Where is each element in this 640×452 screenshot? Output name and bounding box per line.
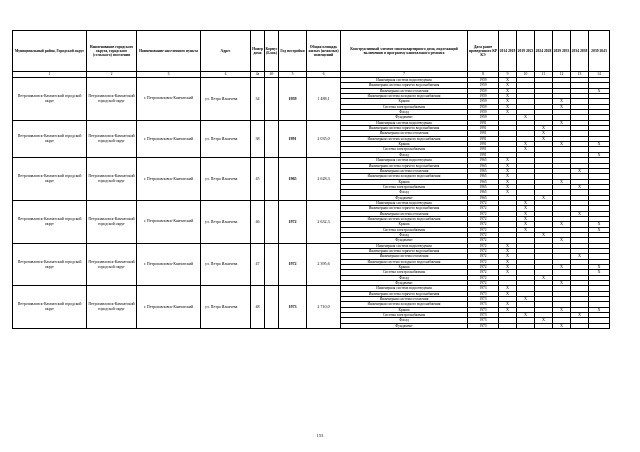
area-cell: 2 395,6	[307, 243, 341, 286]
prior-repair-date-cell: 1991	[468, 142, 499, 147]
period-mark-cell: X	[589, 227, 610, 232]
build-year-cell: 1972	[279, 243, 307, 286]
period-mark-cell: X	[499, 168, 517, 173]
element-cell: Фундамент	[341, 323, 468, 328]
prior-repair-date-cell: 1972	[468, 243, 499, 248]
build-year-cell: 1973	[279, 286, 307, 329]
header-cell: 2014 2018	[499, 31, 517, 72]
column-number-cell: 14	[589, 72, 610, 78]
period-mark-cell: X	[553, 179, 571, 184]
period-mark-cell: X	[553, 265, 571, 270]
element-cell: Система электроснабжения	[341, 104, 468, 109]
period-mark-cell: X	[499, 254, 517, 259]
period-mark-cell: X	[499, 270, 517, 275]
period-mark-cell: X	[499, 163, 517, 168]
period-mark-cell: X	[535, 275, 553, 280]
municipal-district-cell: Петропавловск-Камчатский городской округ	[13, 78, 87, 121]
period-mark-cell: X	[571, 184, 589, 189]
period-mark-cell: X	[517, 142, 535, 147]
prior-repair-date-cell: 1965	[468, 184, 499, 189]
period-mark-cell: X	[517, 147, 535, 152]
prior-repair-date-cell: 1972	[468, 206, 499, 211]
period-mark-cell: X	[535, 232, 553, 237]
prior-repair-date-cell: 1972	[468, 232, 499, 237]
address-cell: ул. Петра Ильичева	[201, 78, 251, 121]
korpus-cell	[265, 158, 279, 201]
settlement-name-cell: Петропавловск-Камчатский городской округ	[87, 158, 137, 201]
period-mark-cell: X	[589, 270, 610, 275]
element-cell: Инженерная система горячего водоснабжения	[341, 249, 468, 254]
prior-repair-date-cell: 1991	[468, 120, 499, 125]
element-cell: Инженерная система водоотведения	[341, 200, 468, 205]
column-number-cell: 7	[341, 72, 468, 78]
period-mark-cell: X	[535, 136, 553, 141]
prior-repair-date-cell: 1991	[468, 126, 499, 131]
period-mark-cell: X	[535, 318, 553, 323]
column-number-cell: 9	[499, 72, 517, 78]
prior-repair-date-cell: 1972	[468, 249, 499, 254]
prior-repair-date-cell: 1972	[468, 200, 499, 205]
column-number-cell: 13	[571, 72, 589, 78]
header-cell: Общая площадь жилых (нежилых) помещений	[307, 31, 341, 72]
header-cell: Номер дома	[251, 31, 265, 72]
prior-repair-date-cell: 1959	[468, 94, 499, 99]
header-row	[13, 31, 610, 72]
period-mark-cell: X	[517, 211, 535, 216]
prior-repair-date-cell: 1973	[468, 291, 499, 296]
period-mark-cell: X	[535, 131, 553, 136]
prior-repair-date-cell: 1959	[468, 83, 499, 88]
period-mark-cell: X	[499, 158, 517, 163]
element-cell: Система электроснабжения	[341, 313, 468, 318]
prior-repair-date-cell: 1959	[468, 88, 499, 93]
prior-repair-date-cell: 1973	[468, 313, 499, 318]
build-year-cell: 1972	[279, 200, 307, 243]
municipal-district-cell: Петропавловск-Камчатский городской округ	[13, 120, 87, 157]
period-mark-cell: X	[535, 195, 553, 200]
locality-cell: г. Петропавловск-Камчатский	[137, 78, 201, 121]
period-mark-cell: X	[499, 307, 517, 312]
element-cell: Инженерная система отопления	[341, 297, 468, 302]
column-number-cell: 1	[13, 72, 87, 78]
period-mark-cell: X	[499, 99, 517, 104]
element-cell: Крыша	[341, 307, 468, 312]
column-number-cell: 8	[468, 72, 499, 78]
period-mark-cell: X	[517, 115, 535, 120]
period-mark-cell: X	[499, 190, 517, 195]
build-year-cell: 1991	[279, 120, 307, 157]
period-mark-cell: X	[589, 142, 610, 147]
column-number-cell: 6	[307, 72, 341, 78]
period-mark-cell	[571, 323, 589, 328]
period-mark-cell: X	[499, 184, 517, 189]
period-mark-cell: X	[499, 94, 517, 99]
element-cell: Инженерная система отопления	[341, 211, 468, 216]
element-cell: Фасад	[341, 318, 468, 323]
prior-repair-date-cell: 1991	[468, 147, 499, 152]
element-cell: Инженерная система холодного водоснабжения	[341, 174, 468, 179]
element-cell: Инженерная система водоотведения	[341, 120, 468, 125]
period-mark-cell: X	[571, 254, 589, 259]
prior-repair-date-cell: 1972	[468, 211, 499, 216]
header-cell: Наименование населенного пункта	[137, 31, 201, 72]
period-mark-cell: X	[517, 222, 535, 227]
period-mark-cell: X	[517, 206, 535, 211]
korpus-cell	[265, 286, 279, 329]
prior-repair-date-cell: 1959	[468, 110, 499, 115]
period-mark-cell: X	[571, 168, 589, 173]
period-mark-cell: X	[589, 222, 610, 227]
header-cell: 2034 2038	[571, 31, 589, 72]
element-cell: Инженерная система водоотведения	[341, 78, 468, 83]
prior-repair-date-cell: 1959	[468, 78, 499, 83]
element-cell: Инженерная система водоотведения	[341, 158, 468, 163]
period-mark-cell: X	[589, 265, 610, 270]
prior-repair-date-cell: 1972	[468, 254, 499, 259]
header-cell: Год постройки	[279, 31, 307, 72]
prior-repair-date-cell: 1972	[468, 259, 499, 264]
header-cell: 2024 2028	[535, 31, 553, 72]
period-mark-cell	[589, 323, 610, 328]
element-cell: Фундамент	[341, 238, 468, 243]
element-cell: Инженерная система водоотведения	[341, 286, 468, 291]
element-cell: Фасад	[341, 152, 468, 157]
municipal-district-cell: Петропавловск-Камчатский городской округ	[13, 286, 87, 329]
settlement-name-cell: Петропавловск-Камчатский городской округ	[87, 243, 137, 286]
period-mark-cell: X	[553, 281, 571, 286]
element-cell: Крыша	[341, 179, 468, 184]
house-number-cell: 34	[251, 78, 265, 121]
locality-cell: г. Петропавловск-Камчатский	[137, 243, 201, 286]
prior-repair-date-cell: 1965	[468, 174, 499, 179]
column-number-cell: 4а	[251, 72, 265, 78]
header-cell: Адрес	[201, 31, 251, 72]
element-cell: Инженерная система холодного водоснабжения	[341, 216, 468, 221]
element-cell: Инженерная система горячего водоснабжения	[341, 206, 468, 211]
address-cell: ул. Петра Ильичева	[201, 200, 251, 243]
prior-repair-date-cell: 1972	[468, 227, 499, 232]
element-cell: Фундамент	[341, 115, 468, 120]
period-mark-cell	[517, 323, 535, 328]
column-number-cell: 5	[279, 72, 307, 78]
area-cell: 2 035,0	[307, 120, 341, 157]
period-mark-cell: X	[571, 211, 589, 216]
element-cell: Инженерная система отопления	[341, 254, 468, 259]
house-number-cell: 46	[251, 200, 265, 243]
period-mark-cell: X	[553, 238, 571, 243]
element-cell: Крыша	[341, 99, 468, 104]
header-cell: Корпус (Блок)	[265, 31, 279, 72]
prior-repair-date-cell: 1973	[468, 302, 499, 307]
page-number: 153	[316, 433, 324, 438]
house-number-cell: 38	[251, 120, 265, 157]
table-header	[13, 31, 610, 78]
header-cell: Дата ранее проведенного КР КЭ	[468, 31, 499, 72]
prior-repair-date-cell: 1965	[468, 190, 499, 195]
element-cell: Крыша	[341, 142, 468, 147]
municipal-district-cell: Петропавловск-Камчатский городской округ	[13, 243, 87, 286]
prior-repair-date-cell: 1959	[468, 99, 499, 104]
settlement-name-cell: Петропавловск-Камчатский городской округ	[87, 286, 137, 329]
element-cell: Крыша	[341, 222, 468, 227]
prior-repair-date-cell: 1965	[468, 179, 499, 184]
period-mark-cell: X	[499, 110, 517, 115]
municipal-district-cell: Петропавловск-Камчатский городской округ	[13, 158, 87, 201]
period-mark-cell: X	[499, 265, 517, 270]
prior-repair-date-cell: 1991	[468, 136, 499, 141]
period-mark-cell: X	[517, 200, 535, 205]
column-number-cell: 4	[201, 72, 251, 78]
element-cell: Крыша	[341, 265, 468, 270]
element-cell: Фасад	[341, 110, 468, 115]
prior-repair-date-cell: 1965	[468, 158, 499, 163]
element-cell: Фундамент	[341, 195, 468, 200]
element-cell: Инженерная система холодного водоснабжения	[341, 94, 468, 99]
locality-cell: г. Петропавловск-Камчатский	[137, 286, 201, 329]
period-mark-cell: X	[499, 78, 517, 83]
prior-repair-date-cell: 1991	[468, 152, 499, 157]
period-mark-cell: X	[553, 104, 571, 109]
settlement-name-cell: Петропавловск-Камчатский городской округ	[87, 120, 137, 157]
build-year-cell: 1959	[279, 78, 307, 121]
header-cell: 2029 2033	[553, 31, 571, 72]
header-cell: Наименование городского округа, городского (сельского) поселения	[87, 31, 137, 72]
element-cell: Инженерная система горячего водоснабжения	[341, 83, 468, 88]
period-mark-cell: X	[499, 286, 517, 291]
locality-cell: г. Петропавловск-Камчатский	[137, 200, 201, 243]
column-number-cell: 2	[87, 72, 137, 78]
settlement-name-cell: Петропавловск-Камчатский городской округ	[87, 200, 137, 243]
house-number-cell: 47	[251, 243, 265, 286]
period-mark-cell: X	[499, 302, 517, 307]
prior-repair-date-cell: 1973	[468, 318, 499, 323]
area-cell: 2 710,0	[307, 286, 341, 329]
address-cell: ул. Петра Ильичева	[201, 286, 251, 329]
period-mark-cell: X	[553, 120, 571, 125]
address-cell: ул. Петра Ильичева	[201, 158, 251, 201]
period-mark-cell: X	[553, 323, 571, 328]
prior-repair-date-cell: 1972	[468, 281, 499, 286]
element-cell: Инженерная система холодного водоснабжения	[341, 302, 468, 307]
period-mark-cell: X	[553, 142, 571, 147]
header-cell: 2019 2023	[517, 31, 535, 72]
period-mark-cell: X	[499, 249, 517, 254]
table-body	[13, 78, 610, 329]
period-mark-cell: X	[517, 216, 535, 221]
build-year-cell: 1965	[279, 158, 307, 201]
element-cell: Инженерная система горячего водоснабжения	[341, 163, 468, 168]
period-mark-cell: X	[535, 126, 553, 131]
prior-repair-date-cell: 1973	[468, 297, 499, 302]
prior-repair-date-cell: 1972	[468, 275, 499, 280]
period-mark-cell: X	[499, 179, 517, 184]
period-mark-cell	[535, 323, 553, 328]
locality-cell: г. Петропавловск-Камчатский	[137, 120, 201, 157]
element-cell: Система электроснабжения	[341, 270, 468, 275]
element-cell: Фундамент	[341, 281, 468, 286]
column-number-cell: 3	[137, 72, 201, 78]
period-mark-cell: X	[571, 313, 589, 318]
period-mark-cell: X	[499, 88, 517, 93]
capital-repair-table	[12, 30, 610, 329]
locality-cell: г. Петропавловск-Камчатский	[137, 158, 201, 201]
prior-repair-date-cell: 1965	[468, 195, 499, 200]
period-mark-cell: X	[499, 104, 517, 109]
period-mark-cell: X	[499, 259, 517, 264]
period-mark-cell: X	[517, 297, 535, 302]
prior-repair-date-cell: 1973	[468, 307, 499, 312]
period-mark-cell	[499, 323, 517, 328]
prior-repair-date-cell: 1973	[468, 323, 499, 328]
period-mark-cell: X	[499, 83, 517, 88]
period-mark-cell: X	[517, 313, 535, 318]
house-number-cell: 45	[251, 158, 265, 201]
prior-repair-date-cell: 1959	[468, 115, 499, 120]
period-mark-cell: X	[553, 222, 571, 227]
period-mark-cell: X	[517, 227, 535, 232]
column-number-cell: 4б	[265, 72, 279, 78]
period-mark-cell: X	[589, 307, 610, 312]
korpus-cell	[265, 243, 279, 286]
element-cell: Инженерная система отопления	[341, 131, 468, 136]
prior-repair-date-cell: 1973	[468, 286, 499, 291]
period-mark-cell: X	[553, 307, 571, 312]
element-cell: Инженерная система горячего водоснабжения	[341, 126, 468, 131]
element-cell: Инженерная система отопления	[341, 168, 468, 173]
element-cell: Фасад	[341, 275, 468, 280]
korpus-cell	[265, 120, 279, 157]
period-mark-cell: X	[589, 88, 610, 93]
element-cell: Фасад	[341, 190, 468, 195]
area-cell: 2 628,3	[307, 158, 341, 201]
prior-repair-date-cell: 1972	[468, 270, 499, 275]
column-number-cell: 10	[517, 72, 535, 78]
area-cell: 1 488,1	[307, 78, 341, 121]
header-cell: Муниципальный район, Городской округ	[13, 31, 87, 72]
column-number-cell: 12	[553, 72, 571, 78]
prior-repair-date-cell: 1959	[468, 104, 499, 109]
address-cell: ул. Петра Ильичева	[201, 243, 251, 286]
prior-repair-date-cell: 1972	[468, 216, 499, 221]
area-cell: 2 632,3	[307, 200, 341, 243]
prior-repair-date-cell: 1972	[468, 238, 499, 243]
header-cell: 2039 2043	[589, 31, 610, 72]
header-cell: Конструктивный элемент многоквартирного дома, подлежащий включению в программу капитального ремонта	[341, 31, 468, 72]
period-mark-cell: X	[499, 243, 517, 248]
element-cell: Инженерная система холодного водоснабжения	[341, 136, 468, 141]
settlement-name-cell: Петропавловск-Камчатский городской округ	[87, 78, 137, 121]
element-cell: Фасад	[341, 232, 468, 237]
korpus-cell	[265, 200, 279, 243]
prior-repair-date-cell: 1965	[468, 163, 499, 168]
prior-repair-date-cell: 1972	[468, 265, 499, 270]
period-mark-cell: X	[499, 291, 517, 296]
prior-repair-date-cell: 1991	[468, 131, 499, 136]
element-cell: Инженерная система водоотведения	[341, 243, 468, 248]
element-cell: Инженерная система холодного водоснабжения	[341, 259, 468, 264]
element-cell: Система электроснабжения	[341, 147, 468, 152]
element-cell: Система электроснабжения	[341, 184, 468, 189]
municipal-district-cell: Петропавловск-Камчатский городской округ	[13, 200, 87, 243]
element-cell: Инженерная система отопления	[341, 88, 468, 93]
period-mark-cell: X	[553, 99, 571, 104]
column-number-cell: 11	[535, 72, 553, 78]
korpus-cell	[265, 78, 279, 121]
prior-repair-date-cell: 1965	[468, 168, 499, 173]
prior-repair-date-cell: 1972	[468, 222, 499, 227]
period-mark-cell: X	[499, 174, 517, 179]
address-cell: ул. Петра Ильичева	[201, 120, 251, 157]
period-mark-cell: X	[589, 152, 610, 157]
house-number-cell: 48	[251, 286, 265, 329]
element-cell: Инженерная система горячего водоснабжения	[341, 291, 468, 296]
element-cell: Система электроснабжения	[341, 227, 468, 232]
